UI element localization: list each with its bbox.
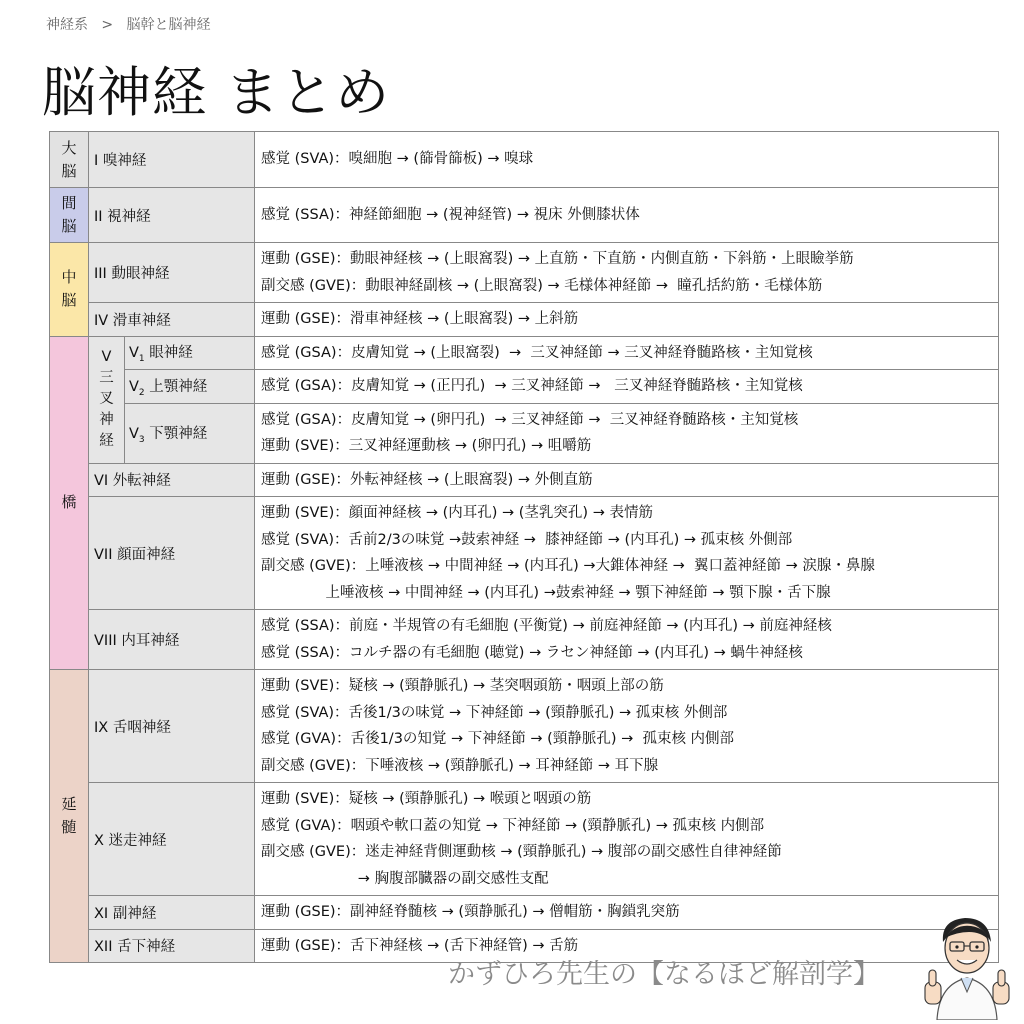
nerve-name: VII 顔面神経 <box>89 497 255 610</box>
nerve-name: X 迷走神経 <box>89 783 255 896</box>
mascot-illustration <box>921 912 1013 1020</box>
table-row <box>50 896 999 930</box>
nerve-description: 感覚 (SSA)：神経節細胞 → (視神経管) → 視床 外側膝状体 <box>255 188 999 243</box>
table-row <box>50 188 999 243</box>
trigeminal-branch-v2: $V_2$ 上顎神経 <box>125 370 255 404</box>
nerve-name: IX 舌咽神経 <box>89 670 255 783</box>
nerve-name: I 嗅神経 <box>89 132 255 188</box>
region-cerebrum: 大 脳 <box>50 132 89 188</box>
table-row <box>50 336 999 370</box>
region-diencephalon: 間 脳 <box>50 188 89 243</box>
nerve-description: 運動 (SVE)：顔面神経核 → (内耳孔) → (茎乳突孔) → 表情筋 感覚 (SVA)：舌前2/3の味覚 →鼓索神経 → 膝神経節 → (内耳孔) → 孤束核 外側部 副交感 (GVE)：上唾液核 → 中間神経 → (内耳孔) →大錐体神経 → 翼口蓋神経節 → 涙腺・鼻腺 上唾液核 → 中間神経 → (内耳孔) →鼓索神経 → 顎下神経節 → 顎下腺・舌下腺 <box>255 497 999 610</box>
nerve-description: 感覚 (SVA)：嗅細胞 → (篩骨篩板) → 嗅球 <box>255 132 999 188</box>
table-row <box>50 303 999 337</box>
table-row <box>50 670 999 783</box>
table-row <box>50 243 999 303</box>
nerve-name: XII 舌下神経 <box>89 929 255 963</box>
breadcrumb-separator: > <box>101 17 114 33</box>
breadcrumb-parent[interactable]: 神経系 <box>46 17 88 33</box>
nerve-description: 運動 (SVE)：疑核 → (頸静脈孔) → 茎突咽頭筋・咽頭上部の筋 感覚 (SVA)：舌後1/3の味覚 → 下神経節 → (頸静脈孔) → 孤束核 外側部 感覚 (GVA)：舌後1/3の知覚 → 下神経節 → (頸静脈孔) → 孤束核 内側部 副交感 (GVE)：下唾液核 → (頸静脈孔) → 耳神経節 → 耳下腺 <box>255 670 999 783</box>
table-row <box>50 463 999 497</box>
trigeminal-branch-v1: $V_1$ 眼神経 <box>125 336 255 370</box>
nerve-name: III 動眼神経 <box>89 243 255 303</box>
table-row <box>50 370 999 404</box>
cranial-nerve-table <box>49 131 999 963</box>
nerve-description: 感覚 (SSA)：前庭・半規管の有毛細胞 (平衡覚) → 前庭神経節 → (内耳孔) → 前庭神経核 感覚 (SSA)：コルチ器の有毛細胞 (聴覚) → ラセン神経節 → (内耳孔) → 蝸牛神経核 <box>255 610 999 670</box>
nerve-description: 感覚 (GSA)：皮膚知覚 → (正円孔) → 三叉神経節 → 三叉神経脊髄路核・主知覚核 <box>255 370 999 404</box>
nerve-name: IV 滑車神経 <box>89 303 255 337</box>
nerve-name: VI 外転神経 <box>89 463 255 497</box>
nerve-description: 運動 (GSE)：動眼神経核 → (上眼窩裂) → 上直筋・下直筋・内側直筋・下斜筋・上眼瞼挙筋 副交感 (GVE)：動眼神経副核 → (上眼窩裂) → 毛様体神経節 → 瞳孔括約筋・毛様体筋 <box>255 243 999 303</box>
table-row <box>50 403 999 463</box>
region-pons: 橋 <box>50 336 89 670</box>
nerve-name: II 視神経 <box>89 188 255 243</box>
table-row <box>50 132 999 188</box>
table-row <box>50 497 999 610</box>
nerve-description: 感覚 (GSA)：皮膚知覚 → (上眼窩裂) → 三叉神経節 → 三叉神経脊髄路核・主知覚核 <box>255 336 999 370</box>
table-row <box>50 783 999 896</box>
breadcrumb-current[interactable]: 脳幹と脳神経 <box>126 17 211 33</box>
nerve-description: 運動 (GSE)：外転神経核 → (上眼窩裂) → 外側直筋 <box>255 463 999 497</box>
nerve-description: 運動 (GSE)：舌下神経核 → (舌下神経管) → 舌筋 <box>255 929 999 963</box>
page-title: 脳神経 まとめ <box>42 61 391 124</box>
nerve-name: XI 副神経 <box>89 896 255 930</box>
footer-brand-text: かずひろ先生の【なるほど解剖学】 <box>448 959 880 990</box>
nerve-description: 運動 (SVE)：疑核 → (頸静脈孔) → 喉頭と咽頭の筋 感覚 (GVA)：咽頭や軟口蓋の知覚 → 下神経節 → (頸静脈孔) → 孤束核 内側部 副交感 (GVE)：迷走神経背側運動核 → (頸静脈孔) → 腹部の副交感性自律神経節 → 胸腹部臓器の副交感性支配 <box>255 783 999 896</box>
trigeminal-nerve-label: V 三 叉 神 経 <box>89 336 125 463</box>
table-row <box>50 610 999 670</box>
breadcrumb <box>46 14 210 34</box>
nerve-description: 運動 (GSE)：滑車神経核 → (上眼窩裂) → 上斜筋 <box>255 303 999 337</box>
region-midbrain: 中 脳 <box>50 243 89 337</box>
trigeminal-branch-v3: $V_3$ 下顎神経 <box>125 403 255 463</box>
region-medulla: 延 髄 <box>50 670 89 963</box>
cranial-nerve-table-wrapper <box>49 131 998 963</box>
nerve-description: 感覚 (GSA)：皮膚知覚 → (卵円孔) → 三叉神経節 → 三叉神経脊髄路核・主知覚核 運動 (SVE)：三叉神経運動核 → (卵円孔) → 咀嚼筋 <box>255 403 999 463</box>
nerve-name: VIII 内耳神経 <box>89 610 255 670</box>
nerve-description: 運動 (GSE)：副神経脊髄核 → (頸静脈孔) → 僧帽筋・胸鎖乳突筋 <box>255 896 999 930</box>
